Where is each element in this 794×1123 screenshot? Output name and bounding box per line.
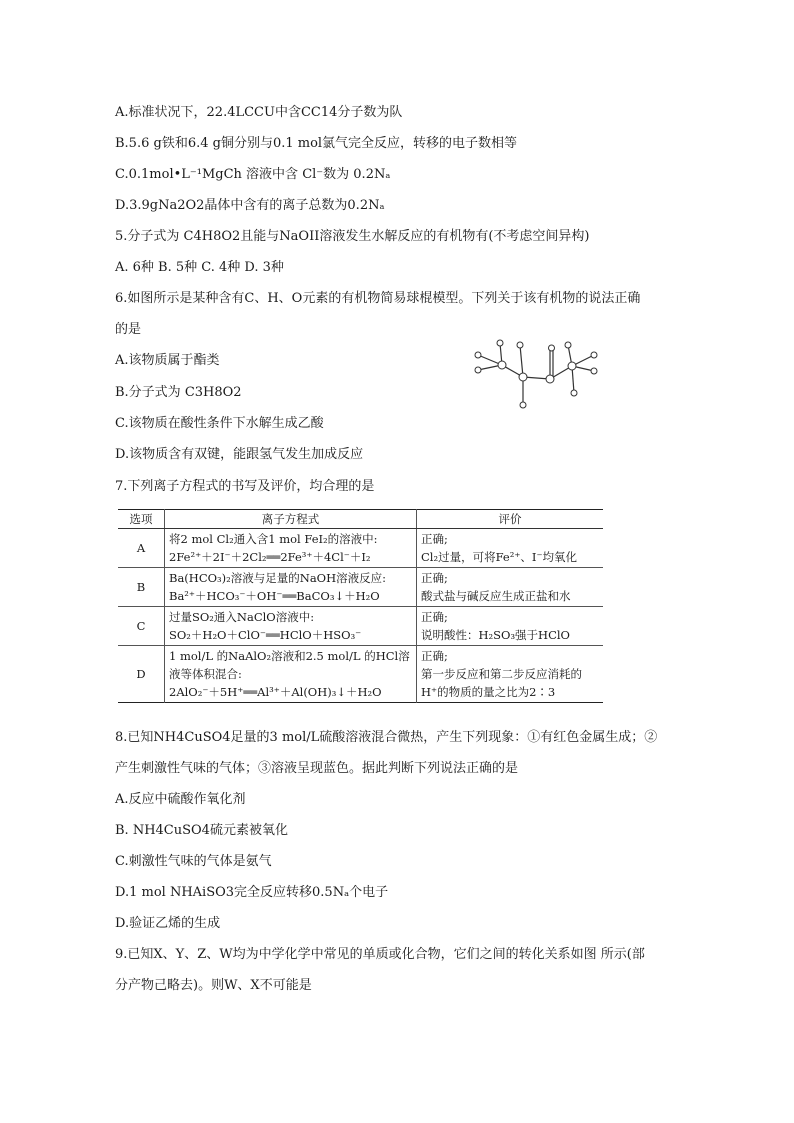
table-row xyxy=(118,529,603,568)
evaluation-line: 说明酸性：H₂SO₃强于HClO xyxy=(421,628,570,642)
q8-option-a: A.反应中硫酸作氧化剂 xyxy=(115,792,246,807)
q4-option-c: C.0.1mol•L⁻¹MgCh 溶液中含 Cl⁻数为 0.2Nₐ xyxy=(115,167,391,182)
q6-stem-line1: 6.如图所示是某种含有C、H、O元素的有机物简易球棍模型。下列关于该有机物的说法正确 xyxy=(115,291,641,306)
q9-stem-line2: 分产物己略去)。则W、X不可能是 xyxy=(115,978,312,993)
equation-line: 1 mol/L 的NaAlO₂溶液和2.5 mol/L 的HCl溶 xyxy=(169,649,410,663)
row-evaluation xyxy=(417,529,604,568)
q4-option-a: A.标准状况下，22.4LCCU中含CC14分子数为队 xyxy=(115,105,403,120)
row-evaluation xyxy=(417,646,604,703)
ion-equation-table xyxy=(118,509,603,703)
q5-stem: 5.分子式为 C4H8O2且能与NaOII溶液发生水解反应的有机物有(不考虑空间异构) xyxy=(115,229,590,244)
equation-line: Ba²⁺＋HCO₃⁻＋OH⁻══BaCO₃↓＋H₂O xyxy=(169,589,380,603)
q4-option-b: B.5.6 g铁和6.4 g铜分别与0.1 mol氯气完全反应，转移的电子数相等 xyxy=(115,136,518,151)
q6-option-c: C.该物质在酸性条件下水解生成乙酸 xyxy=(115,416,324,431)
equation-line: 过量SO₂通入NaClO溶液中: xyxy=(169,610,315,624)
equation-line: SO₂＋H₂O＋ClO⁻══HClO＋HSO₃⁻ xyxy=(169,628,362,642)
evaluation-line: H⁺的物质的量之比为2∶3 xyxy=(421,685,556,699)
equation-line: Ba(HCO₃)₂溶液与足量的NaOH溶液反应: xyxy=(169,571,387,585)
table-row xyxy=(118,646,603,703)
q8-option-b: B. NH4CuSO4硫元素被氧化 xyxy=(115,823,288,838)
row-evaluation xyxy=(417,568,604,607)
q8-stem-line2: 产生刺激性气味的气体；③溶液呈现蓝色。据此判断下列说法正确的是 xyxy=(115,761,519,776)
row-option: C xyxy=(118,607,165,646)
row-equation xyxy=(165,529,417,568)
equation-line: 将2 mol Cl₂通入含1 mol FeI₂的溶液中: xyxy=(169,532,378,546)
q5-options: A. 6种 B. 5种 C. 4种 D. 3种 xyxy=(115,260,284,275)
q8-option-d: D.1 mol NHAiSO3完全反应转移0.5Nₐ个电子 xyxy=(115,885,389,900)
q7-stem: 7.下列离子方程式的书写及评价，均合理的是 xyxy=(115,479,375,494)
evaluation-line: 酸式盐与碱反应生成正盐和水 xyxy=(421,589,571,603)
q4-option-d: D.3.9gNa2O2晶体中含有的离子总数为0.2Nₐ xyxy=(115,198,385,213)
q9-stem-line1: 9.已知X、Y、Z、W均为中学化学中常见的单质或化合物，它们之间的转化关系如图 所示(部 xyxy=(115,947,645,962)
evaluation-line: 正确; xyxy=(421,610,448,624)
q6-option-b: B.分子式为 C3H8O2 xyxy=(115,385,242,400)
equation-line: 液等体积混合: xyxy=(169,667,242,681)
row-option: D xyxy=(118,646,165,703)
equation-line: 2AlO₂⁻＋5H⁺══Al³⁺＋Al(OH)₃↓＋H₂O xyxy=(169,685,382,699)
evaluation-line: 正确; xyxy=(421,649,448,663)
evaluation-line: 正确; xyxy=(421,571,448,585)
table-row xyxy=(118,568,603,607)
equation-line: 2Fe²⁺＋2I⁻＋2Cl₂══2Fe³⁺＋4Cl⁻＋I₂ xyxy=(169,550,371,564)
row-equation xyxy=(165,607,417,646)
row-equation xyxy=(165,568,417,607)
table-header-equation: 离子方程式 xyxy=(165,510,417,529)
q8-option-c: C.刺激性气味的气体是氨气 xyxy=(115,854,272,869)
ball-and-stick-molecule-icon xyxy=(468,335,608,415)
q6-stem-line2: 的是 xyxy=(115,322,142,337)
table-row xyxy=(118,607,603,646)
q6-option-d: D.该物质含有双键，能跟氢气发生加成反应 xyxy=(115,447,364,462)
q8-stem-line1: 8.已知NH4CuSO4足量的3 mol/L硫酸溶液混合微热，产生下列现象：①有红色金属生成；② xyxy=(115,730,658,745)
row-evaluation xyxy=(417,607,604,646)
row-option: A xyxy=(118,529,165,568)
row-equation xyxy=(165,646,417,703)
table-header-option: 选项 xyxy=(118,510,165,529)
evaluation-line: 第一步反应和第二步反应消耗的 xyxy=(421,667,582,681)
evaluation-line: Cl₂过量，可将Fe²⁺、I⁻均氧化 xyxy=(421,550,578,564)
evaluation-line: 正确; xyxy=(421,532,448,546)
row-option: B xyxy=(118,568,165,607)
q6-option-a: A.该物质属于酯类 xyxy=(115,353,220,368)
q8-option-d-extra: D.验证乙烯的生成 xyxy=(115,916,221,931)
table-header-evaluation: 评价 xyxy=(417,510,604,529)
